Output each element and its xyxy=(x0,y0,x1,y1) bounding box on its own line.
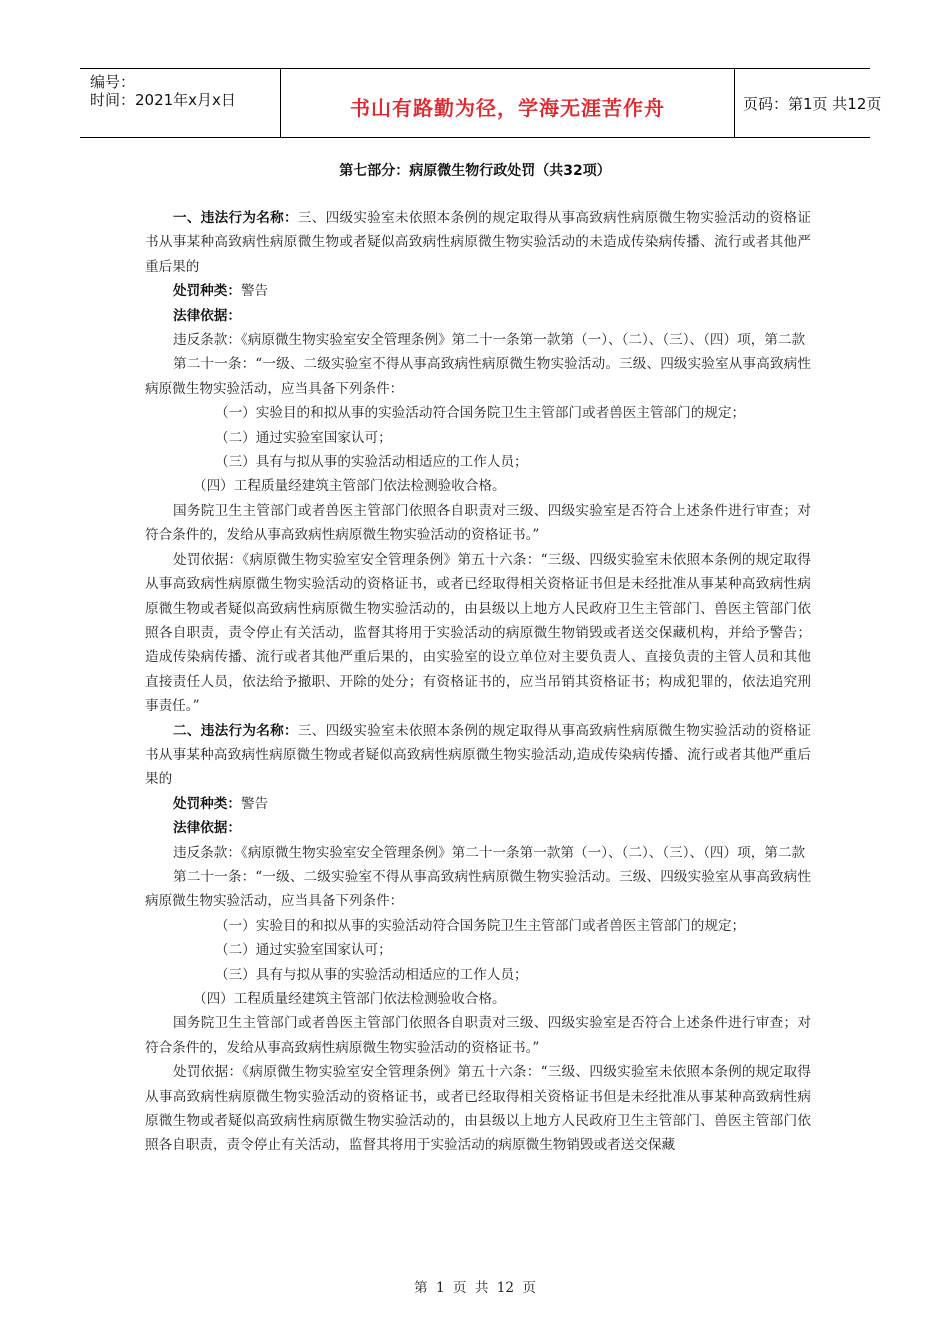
condition-item: （三）具有与拟从事的实验活动相适应的工作人员； xyxy=(215,454,528,471)
article-21-para2: 国务院卫生主管部门或者兽医主管部门依照各自职责对三级、四级实验室是否符合上述条件进行审查；对符合条件的，发给从事高致病性病原微生物实验活动的资格证书。” xyxy=(145,1015,811,1056)
condition-item: （二）通过实验室国家认可； xyxy=(215,942,392,959)
violation-clause: 违反条款：《病原微生物实验室安全管理条例》第二十一条第一款第（一）、（二）、（三）、（四）项，第二款 xyxy=(173,844,806,861)
document-date: 时间：2021年x月x日 xyxy=(90,91,236,109)
penalty-basis: 处罚依据：《病原微生物实验室安全管理条例》第五十六条：“三级、四级实验室未依照本条例的规定取得从事高致病性病原微生物实验活动的资格证书，或者已经取得相关资格证书但是未经批准从事某种高致病性病原微生物或者疑似高致病性病原微生物实验活动的，由县级以上地方人民政府卫生主管部门、兽医主管部门依照各自职责，责令停止有关活动，监督其将用于实验活动的病原微生物销毁或者送交保藏机构，并给予警告；造成传染病传播、流行或者其他严重后果的，由实验室的设立单位对主要负责人、直接负责的主管人员和其他直接责任人员，依法给予撤职、开除的处分；有资格证书的，应当吊销其资格证书；构成犯罪的，依法追究刑事责任。” xyxy=(145,551,811,715)
violation-heading-text: 三、四级实验室未依照本条例的规定取得从事高致病性病原微生物实验活动的资格证书从事某种高致病性病原微生物或者疑似高致病性病原微生物实验活动,造成传染病传播、流行或者其他严重后果的 xyxy=(145,722,812,788)
penalty-type-label: 处罚种类： xyxy=(173,283,241,300)
violation-heading xyxy=(145,206,811,279)
header-page-info: 页码：第1页 共12页 xyxy=(743,95,882,113)
header-meta-cell xyxy=(80,69,280,137)
header-motto: 书山有路勤为径，学海无涯苦作舟 xyxy=(350,96,665,120)
header-motto-cell xyxy=(280,69,735,137)
penalty-type-label: 处罚种类： xyxy=(173,795,241,812)
header-page-cell xyxy=(733,69,882,137)
legal-basis-label: 法律依据： xyxy=(173,307,241,324)
violation-heading-text: 三、四级实验室未依照本条例的规定取得从事高致病性病原微生物实验活动的资格证书从事某种高致病性病原微生物或者疑似高致病性病原微生物实验活动的未造成传染病传播、流行或者其他严重后果的 xyxy=(145,210,812,275)
violation-heading xyxy=(145,719,811,792)
document-body xyxy=(145,206,811,1158)
penalty-type-value: 警告 xyxy=(240,283,269,300)
condition-item: （四）工程质量经建筑主管部门依法检测验收合格。 xyxy=(193,478,506,495)
legal-basis-label: 法律依据： xyxy=(173,820,241,837)
penalty-type xyxy=(145,792,811,816)
part-title: 第七部分：病原微生物行政处罚（共32项） xyxy=(339,163,611,179)
penalty-type xyxy=(145,279,811,303)
penalty-basis: 处罚依据：《病原微生物实验室安全管理条例》第五十六条：“三级、四级实验室未依照本条例的规定取得从事高致病性病原微生物实验活动的资格证书，或者已经取得相关资格证书但是未经批准从事某种高致病性病原微生物或者疑似高致病性病原微生物实验活动的，由县级以上地方人民政府卫生主管部门、兽医主管部门依照各自职责，责令停止有关活动，监督其将用于实验活动的病原微生物销毁或者送交保藏 xyxy=(145,1064,811,1154)
document-number-label: 编号： xyxy=(90,73,136,91)
article-21-intro: 第二十一条：“一级、二级实验室不得从事高致病性病原微生物实验活动。三级、四级实验室从事高致病性病原微生物实验活动，应当具备下列条件： xyxy=(145,356,811,397)
violation-clause: 违反条款：《病原微生物实验室安全管理条例》第二十一条第一款第（一）、（二）、（三）、（四）项，第二款 xyxy=(173,332,806,349)
condition-item: （三）具有与拟从事的实验活动相适应的工作人员； xyxy=(215,966,528,983)
condition-item: （四）工程质量经建筑主管部门依法检测验收合格。 xyxy=(193,991,506,1007)
violation-heading-label: 二、违法行为名称： xyxy=(173,722,298,739)
condition-item: （二）通过实验室国家认可； xyxy=(215,429,392,446)
condition-item: （一）实验目的和拟从事的实验活动符合国务院卫生主管部门或者兽医主管部门的规定； xyxy=(215,405,746,422)
page-footer: 第 1 页 共 12 页 xyxy=(414,1280,536,1296)
condition-item: （一）实验目的和拟从事的实验活动符合国务院卫生主管部门或者兽医主管部门的规定； xyxy=(215,917,746,934)
violation-heading-label: 一、违法行为名称： xyxy=(173,210,298,226)
article-21-para2: 国务院卫生主管部门或者兽医主管部门依照各自职责对三级、四级实验室是否符合上述条件进行审查；对符合条件的，发给从事高致病性病原微生物实验活动的资格证书。” xyxy=(145,502,811,544)
page-header xyxy=(80,68,882,138)
article-21-intro: 第二十一条：“一级、二级实验室不得从事高致病性病原微生物实验活动。三级、四级实验室从事高致病性病原微生物实验活动，应当具备下列条件： xyxy=(145,868,811,910)
penalty-type-value: 警告 xyxy=(240,795,269,812)
